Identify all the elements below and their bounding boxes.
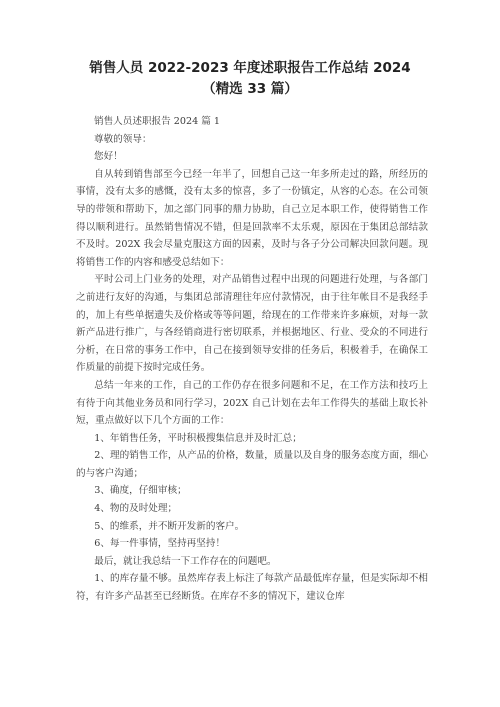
document-body	[76, 113, 428, 606]
list-item: 6、每一件事情，坚持再坚持！	[94, 538, 226, 550]
list-item: 1、年销售任务，平时积极搜集信息并及时汇总；	[94, 432, 302, 444]
paragraph-summary: 总结一年来的工作，自己的工作仍存在很多问题和不足，在工作方法和技巧上有待于向其他业务员和同行学习，202X 自己计划在去年工作得失的基础上取长补短，重点做好以下几个方面的工作：	[76, 379, 428, 427]
paragraph-problems-intro: 最后，就让我总结一下工作存在的问题吧。	[94, 555, 277, 567]
paragraph-problem-1: 1、的库存量不够。虽然库存表上标注了每款产品最低库存量，但是实际却不相符，有许多产品甚至已经断货。在库存不多的情况下，建议仓库	[76, 573, 428, 603]
list-item: 2、理的销售工作，从产品的价格，数量，质量以及自身的服务态度方面，细心的与客户沟通；	[76, 450, 428, 479]
section-heading: 销售人员述职报告 2024 篇 1	[94, 116, 221, 127]
list-item: 3、确度，仔细审核；	[94, 485, 187, 497]
paragraph-intro: 自从转到销售部至今已经一年半了，回想自己这一年多所走过的路，所经历的事情，没有太多的感慨，没有太多的惊喜，多了一份镇定，从容的心态。在公司领导的带领和帮助下，加之部门同事的鼎力协助，自己立足本职工作，使得销售工作得以顺利进行。虽然销售情况不错，但是回款率不太乐观，原因在于集团总部结款不及时。202X 我会尽量克服这方面的因素，及时与各子分公司解决回款问题。现将销售工作的内容和感受总结如下：	[76, 168, 428, 268]
document-title: 销售人员 2022-2023 年度述职报告工作总结 2024（精选 33 篇）	[89, 60, 411, 97]
paragraph-daily-work: 平时公司上门业务的处理，对产品销售过程中出现的问题进行处理，与各部门之前进行友好的沟通，与集团总部清理往年应付款情况，由于往年帐目不是我经手的，加上有些单据遗失及价格或等等问题，给现在的工作带来许多麻烦，对每一款新产品进行推广，与各经销商进行密切联系，并根据地区、行业、受众的不同进行分析，在日常的事务工作中，自己在接到领导安排的任务后，积极着手，在确保工作质量的前提下按时完成任务。	[76, 274, 428, 374]
list-item: 4、物的及时处理；	[94, 503, 178, 515]
greeting: 您好！	[94, 151, 123, 163]
salutation: 尊敬的领导：	[94, 133, 152, 145]
list-item: 5、的维系，并不断开发新的客户。	[94, 520, 245, 532]
